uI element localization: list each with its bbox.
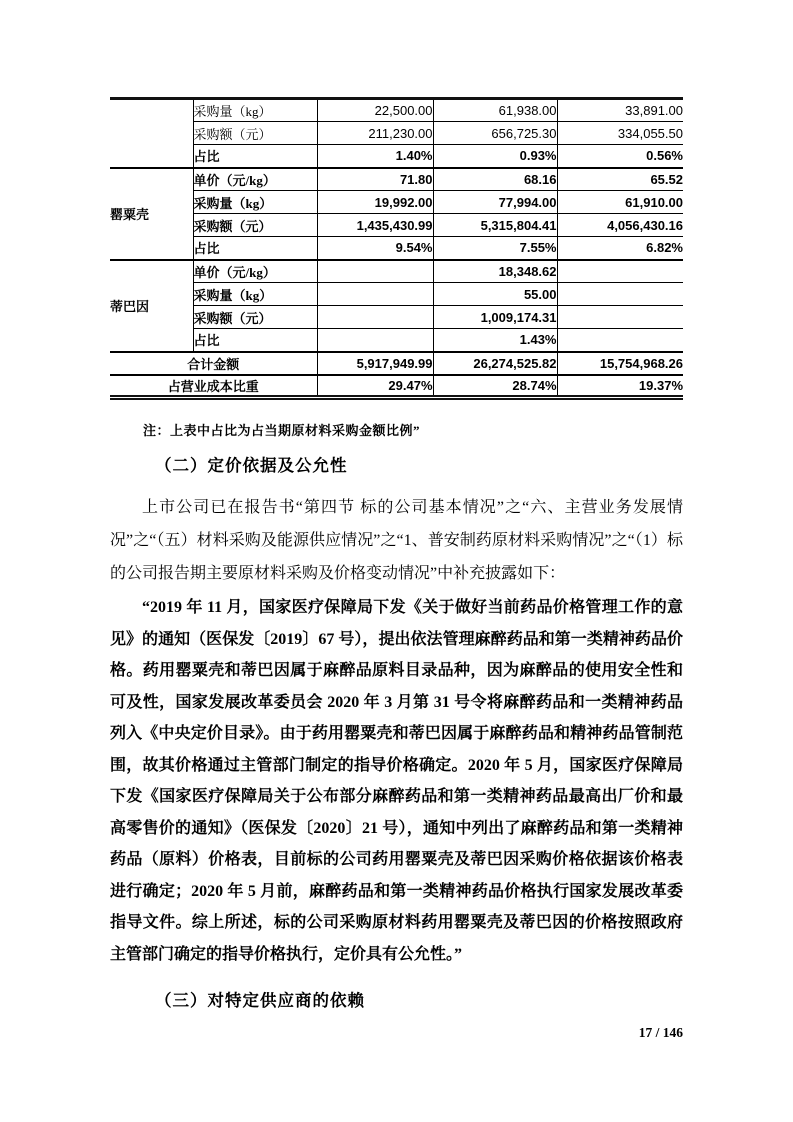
metric-label-cell: 单价（元/kg）	[193, 260, 317, 283]
value-cell: 19.37%	[557, 375, 683, 398]
value-cell: 61,910.00	[557, 191, 683, 214]
value-cell: 61,938.00	[433, 99, 557, 122]
section-heading-supplier-dependence: （三）对特定供应商的依赖	[155, 992, 365, 1010]
table-row	[110, 145, 683, 168]
value-cell	[317, 283, 433, 306]
summary-row	[110, 375, 683, 398]
value-cell: 0.56%	[557, 145, 683, 168]
value-cell: 55.00	[433, 283, 557, 306]
value-cell: 0.93%	[433, 145, 557, 168]
value-cell: 5,315,804.41	[433, 214, 557, 237]
raw-material-procurement-table	[110, 97, 683, 400]
page-number: 17 / 146	[638, 1025, 683, 1040]
value-cell	[317, 260, 433, 283]
table-row	[110, 329, 683, 352]
table-row	[110, 191, 683, 214]
metric-label-cell: 采购量（kg）	[193, 191, 317, 214]
table-row	[110, 99, 683, 122]
value-cell	[317, 306, 433, 329]
value-cell: 29.47%	[317, 375, 433, 398]
value-cell	[557, 260, 683, 283]
metric-label-cell: 采购额（元）	[193, 214, 317, 237]
value-cell: 33,891.00	[557, 99, 683, 122]
value-cell: 1.43%	[433, 329, 557, 352]
table-row	[110, 214, 683, 237]
summary-row	[110, 352, 683, 375]
value-cell: 4,056,430.16	[557, 214, 683, 237]
material-name-cell: 蒂巴因	[110, 260, 193, 352]
value-cell: 9.54%	[317, 237, 433, 260]
table-row	[110, 122, 683, 145]
value-cell: 19,992.00	[317, 191, 433, 214]
metric-label-cell: 采购额（元）	[193, 306, 317, 329]
value-cell: 65.52	[557, 168, 683, 191]
disclosure-quote-paragraph: “2019 年 11 月，国家医疗保障局下发《关于做好当前药品价格管理工作的意见》的通知（医保发〔2019〕67 号），提出依法管理麻醉药品和第一类精神药品价格。药用罂粟壳和蒂巴因属于麻醉品原料目录品种，因为麻醉品的使用安全性和可及性，国家发展改革委员会 2020 年 3 月第 31 号令将麻醉药品和一类精神药品列入《中央定价目录》。由于药用罂粟壳和蒂巴因属于麻醉药品和精神药品管制范围，故其价格通过主管部门制定的指导价格确定。2020 年 5 月，国家医疗保障局下发《国家医疗保障局关于公布部分麻醉药品和第一类精神药品最高出厂价和最高零售价的通知》（医保发〔2020〕21 号），通知中列出了麻醉药品和第一类精神药品（原料）价格表，目前标的公司药用罂粟壳及蒂巴因采购价格依据该价格表进行确定；2020 年 5 月前，麻醉药品和第一类精神药品价格执行国家发展改革委指导文件。综上所述，标的公司采购原材料药用罂粟壳及蒂巴因的价格按照政府主管部门确定的指导价格执行，定价具有公允性。”	[110, 599, 683, 963]
table-row	[110, 260, 683, 283]
material-name-cell: 罂粟壳	[110, 168, 193, 260]
value-cell: 77,994.00	[433, 191, 557, 214]
value-cell	[557, 283, 683, 306]
intro-paragraph: 上市公司已在报告书“第四节 标的公司基本情况”之“六、主营业务发展情况”之“（五）材料采购及能源供应情况”之“1、普安制药原材料采购情况”之“（1）标的公司报告期主要原材料采购及价格变动情况”中补充披露如下：	[110, 499, 683, 582]
value-cell	[557, 329, 683, 352]
value-cell: 5,917,949.99	[317, 352, 433, 375]
value-cell: 28.74%	[433, 375, 557, 398]
metric-label-cell: 占比	[193, 329, 317, 352]
value-cell: 1,435,430.99	[317, 214, 433, 237]
value-cell: 211,230.00	[317, 122, 433, 145]
table-row	[110, 306, 683, 329]
metric-label-cell: 单价（元/kg）	[193, 168, 317, 191]
metric-label-cell: 采购量（kg）	[193, 283, 317, 306]
metric-label-cell: 占比	[193, 145, 317, 168]
value-cell: 334,055.50	[557, 122, 683, 145]
value-cell: 71.80	[317, 168, 433, 191]
table-row	[110, 168, 683, 191]
value-cell: 22,500.00	[317, 99, 433, 122]
material-name-cell	[110, 99, 193, 168]
section-heading-pricing-basis: （二）定价依据及公允性	[155, 457, 348, 475]
summary-label-cell: 占营业成本比重	[110, 375, 317, 398]
value-cell	[557, 306, 683, 329]
value-cell: 1.40%	[317, 145, 433, 168]
table-row	[110, 283, 683, 306]
value-cell: 68.16	[433, 168, 557, 191]
table-note: 注：上表中占比为占当期原材料采购金额比例”	[143, 423, 421, 438]
metric-label-cell: 采购量（kg）	[193, 99, 317, 122]
value-cell: 26,274,525.82	[433, 352, 557, 375]
value-cell: 18,348.62	[433, 260, 557, 283]
table-row	[110, 237, 683, 260]
procurement-table-body	[110, 99, 683, 398]
value-cell: 15,754,968.26	[557, 352, 683, 375]
value-cell: 6.82%	[557, 237, 683, 260]
metric-label-cell: 占比	[193, 237, 317, 260]
value-cell: 656,725.30	[433, 122, 557, 145]
value-cell: 1,009,174.31	[433, 306, 557, 329]
value-cell	[317, 329, 433, 352]
metric-label-cell: 采购额（元）	[193, 122, 317, 145]
summary-label-cell: 合计金额	[110, 352, 317, 375]
value-cell: 7.55%	[433, 237, 557, 260]
